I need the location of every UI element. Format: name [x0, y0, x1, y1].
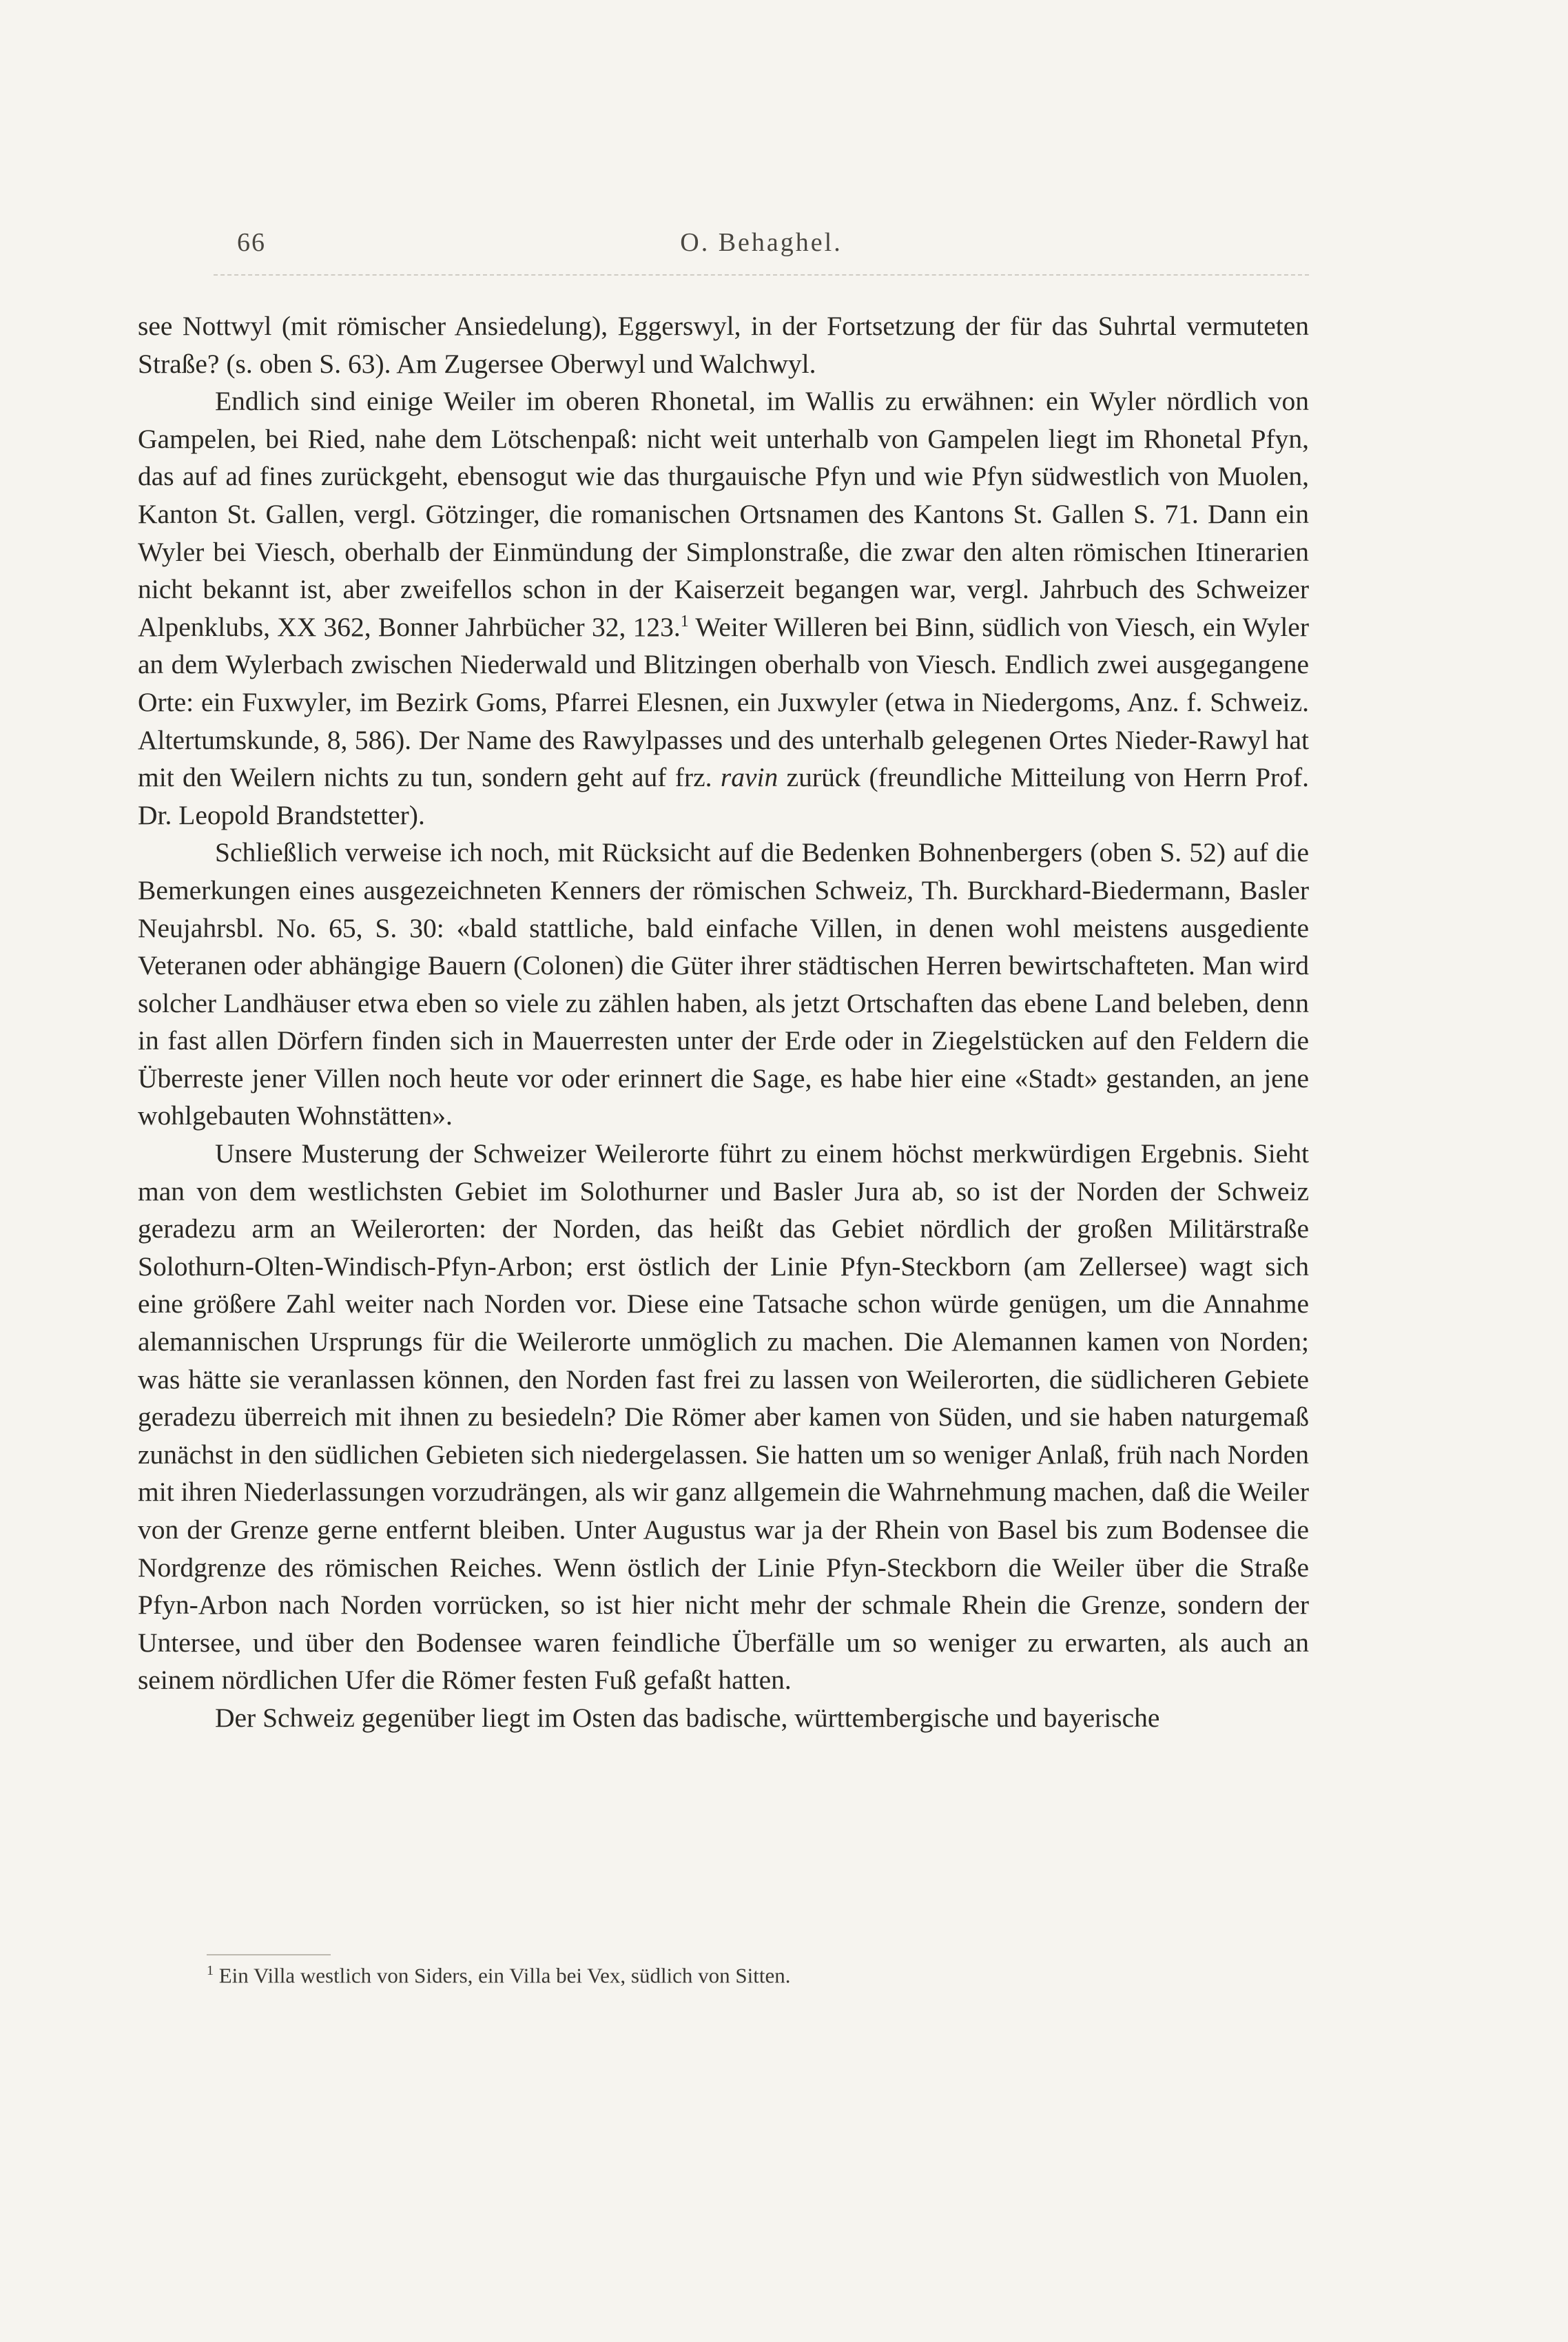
page-header: [214, 227, 1309, 269]
page-number: 66: [237, 228, 266, 257]
main-text: [138, 307, 1309, 1737]
footnote-text: Ein Villa westlich von Siders, ein Villa bei Vex, südlich von Sitten.: [214, 1963, 791, 1988]
paragraph-2-part-b: Weiter Willeren bei Binn, südlich von Viesch, ein Wyler an dem Wylerbach zwischen Niederwald und Blitzingen oberhalb von Viesch. Endlich zwei ausgegangene Orte: ein Fuxwyler, im Bezirk Goms, Pfarrei Elesnen, ein Juxwyler (etwa in Niedergoms, Anz. f. Schweiz. Altertumskunde, 8, 586). Der Name des Rawylpasses und des unterhalb gelegenen Ortes Nieder-Rawyl hat mit den Weilern nichts zu tun, sondern geht auf frz.: [138, 611, 1309, 793]
footnote-reference: 1: [680, 612, 689, 630]
italic-term: ravin: [720, 762, 778, 793]
header-rule: [214, 274, 1309, 276]
footnote-marker: 1: [207, 1963, 214, 1978]
paragraph-1: see Nottwyl (mit römischer Ansiedelung), Eggerswyl, in der Fortsetzung der für das Suhrtal vermuteten Straße? (s. oben S. 63). Am Zugersee Oberwyl und Walchwyl.: [138, 311, 1309, 379]
footnote: [207, 1957, 1309, 1989]
footnote-rule: [207, 1954, 331, 1955]
paragraph-3: Schließlich verweise ich noch, mit Rücksicht auf die Bedenken Bohnenbergers (oben S. 52) auf die Bemerkungen eines ausgezeichneten Kenners der römischen Schweiz, Th. Burckhard-Biedermann, Basler Neujahrsbl. No. 65, S. 30: «bald stattliche, bald einfache Villen, in denen wohl meistens ausgediente Veteranen oder abhängige Bauern (Colonen) die Güter ihrer städtischen Herren bewirtschafteten. Man wird solcher Landhäuser etwa eben so viele zu zählen haben, als jetzt Ortschaften das ebene Land beleben, denn in fast allen Dörfern finden sich in Mauerresten unter der Erde oder in Ziegelstücken auf den Feldern die Überreste jener Villen noch heute vor oder erinnert die Sage, es habe hier eine «Stadt» gestanden, an jene wohlgebauten Wohnstätten».: [138, 837, 1309, 1131]
paragraph-2: [138, 382, 1309, 834]
paragraph-2-part-c: zurück (freundliche Mitteilung von Herrn Prof. Dr. Leopold Brandstetter).: [138, 762, 1309, 830]
paragraph-2-part-a: Endlich sind einige Weiler im oberen Rhonetal, im Wallis zu erwähnen: ein Wyler nördlich von Gampelen, bei Ried, nahe dem Lötschenpaß: nicht weit unterhalb von Gampelen liegt im Rhonetal Pfyn, das auf ad fines zurückgeht, ebensogut wie das thurgauische Pfyn und wie Pfyn südwestlich von Muolen, Kanton St. Gallen, vergl. Götzinger, die romanischen Ortsnamen des Kantons St. Gallen S. 71. Dann ein Wyler bei Viesch, oberhalb der Einmündung der Simplonstraße, die zwar den alten römischen Itinerarien nicht bekannt ist, aber zweifellos schon in der Kaiserzeit begangen war, vergl. Jahrbuch des Schweizer Alpenklubs, XX 362, Bonner Jahrbücher 32, 123.: [138, 386, 1309, 642]
running-head: O. Behaghel.: [680, 228, 843, 257]
paragraph-4: Unsere Musterung der Schweizer Weilerorte führt zu einem höchst merkwürdigen Ergebnis. Sieht man von dem westlichsten Gebiet im Solothurner und Basler Jura ab, so ist der Norden der Schweiz geradezu arm an Weilerorten: der Norden, das heißt das Gebiet nördlich der großen Militärstraße Solothurn-Olten-Windisch-Pfyn-Arbon; erst östlich der Linie Pfyn-Steckborn (am Zellersee) wagt sich eine größere Zahl weiter nach Norden vor. Diese eine Tatsache schon würde genügen, um die Annahme alemannischen Ursprungs für die Weilerorte unmöglich zu machen. Die Alemannen kamen von Norden; was hätte sie veranlassen können, den Norden fast frei zu lassen von Weilerorten, die südlicheren Gebiete geradezu überreich mit ihnen zu besiedeln? Die Römer aber kamen von Süden, und sie haben naturgemaß zunächst in den südlichen Gebieten sich niedergelassen. Sie hatten um so weniger Anlaß, früh nach Norden mit ihren Niederlassungen vorzudrängen, als wir ganz allgemein die Wahrnehmung machen, daß die Weiler von der Grenze gerne entfernt bleiben. Unter Augustus war ja der Rhein von Basel bis zum Bodensee die Nordgrenze des römischen Reiches. Wenn östlich der Linie Pfyn-Steckborn die Weiler über die Straße Pfyn-Arbon nach Norden vorrücken, so ist hier nicht mehr der schmale Rhein die Grenze, sondern der Untersee, und über den Bodensee waren feindliche Überfälle um so weniger zu erwarten, als auch an seinem nördlichen Ufer die Römer festen Fuß gefaßt hatten.: [138, 1138, 1309, 1696]
paragraph-5: Der Schweiz gegenüber liegt im Osten das badische, württembergische und bayerische: [215, 1702, 1160, 1733]
